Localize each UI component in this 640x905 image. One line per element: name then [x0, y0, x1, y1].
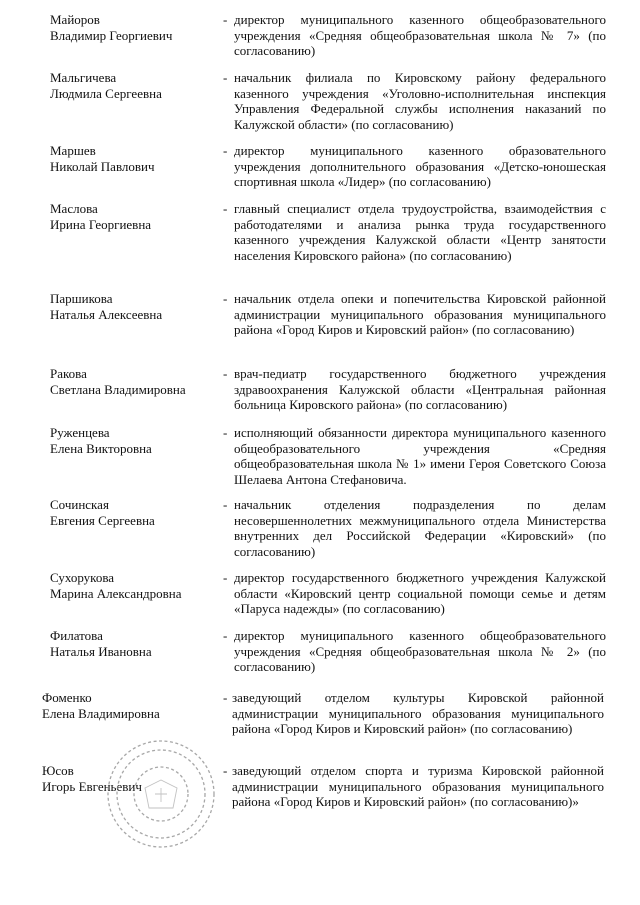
member-given-names: Наталья Ивановна [50, 643, 152, 659]
dash-separator: - [223, 201, 228, 216]
member-surname: Руженцева [50, 425, 110, 440]
member-position: начальник отдела опеки и попечительства Кировской районной администрации муниципального образования муниципального района «Город Киров и Кировский район» (по согласованию) [234, 291, 606, 337]
member-position: врач-педиатр государственного бюджетного учреждения здравоохранения Калужской области «Центральная районная больница Кировского района» (по согласованию) [234, 366, 606, 412]
dash-separator: - [223, 628, 228, 643]
member-given-names: Людмила Сергеевна [50, 85, 162, 101]
member-surname: Ракова [50, 366, 87, 381]
dash-separator: - [223, 570, 228, 585]
member-surname: Фоменко [42, 690, 92, 705]
member-given-names: Елена Владимировна [42, 705, 160, 721]
member-position: директор муниципального казенного образовательного учреждения дополнительного образования «Детско-юношеская спортивная школа «Лидер» (по согласованию) [234, 143, 606, 189]
member-surname: Майоров [50, 12, 100, 27]
dash-separator: - [223, 291, 228, 306]
member-name [50, 12, 220, 43]
member-position: заведующий отделом культуры Кировской районной администрации муниципального образования муниципального района «Город Киров и Кировский район» (по согласованию) [232, 690, 604, 736]
member-surname: Паршикова [50, 291, 113, 306]
dash-separator: - [223, 690, 228, 705]
member-position: директор муниципального казенного общеобразовательного учреждения «Средняя общеобразовательная школа № 2» (по согласованию) [234, 628, 606, 674]
member-surname: Филатова [50, 628, 103, 643]
member-position: главный специалист отдела трудоустройства, взаимодействия с работодателями и анализа рынка труда государственного казенного учреждения Калужской области «Центр занятости населения Кировского района» (по согласованию) [234, 201, 606, 263]
member-name [50, 628, 220, 659]
member-given-names: Ирина Георгиевна [50, 216, 152, 232]
dash-separator: - [223, 12, 228, 27]
dash-separator: - [223, 497, 228, 512]
member-given-names: Светлана Владимировна [50, 381, 186, 397]
member-position: начальник филиала по Кировскому району федерального казенного учреждения «Уголовно-исполнительная инспекция Управления Федеральной службы исполнения наказаний по Калужской области» (по согласованию) [234, 70, 606, 132]
member-name [50, 425, 220, 456]
member-surname: Юсов [42, 763, 74, 778]
dash-separator: - [223, 425, 228, 440]
member-given-names: Игорь Евгеньевич [42, 778, 142, 794]
member-surname: Маршев [50, 143, 96, 158]
member-position: директор муниципального казенного общеобразовательного учреждения «Средняя общеобразовательная школа № 7» (по согласованию) [234, 12, 606, 58]
member-name [42, 690, 212, 721]
member-given-names: Николай Павлович [50, 158, 155, 174]
official-seal-stamp [105, 738, 217, 850]
member-position: директор государственного бюджетного учреждения Калужской области «Кировский центр социальной помощи семье и детям «Паруса надежды» (по согласованию) [234, 570, 606, 616]
member-name [50, 497, 220, 528]
dash-separator: - [223, 366, 228, 381]
member-surname: Мальгичева [50, 70, 117, 85]
member-name [50, 291, 220, 322]
member-surname: Сочинская [50, 497, 109, 512]
member-given-names: Наталья Алексеевна [50, 306, 163, 322]
member-given-names: Марина Александровна [50, 585, 182, 601]
member-surname: Сухорукова [50, 570, 115, 585]
member-name [50, 201, 220, 232]
member-name [50, 570, 220, 601]
dash-separator: - [223, 143, 228, 158]
member-name [50, 366, 220, 397]
dash-separator: - [223, 763, 228, 778]
member-position: заведующий отделом спорта и туризма Кировской районной администрации муниципального образования муниципального района «Город Киров и Кировский район» (по согласованию)» [232, 763, 604, 809]
member-given-names: Евгения Сергеевна [50, 512, 155, 528]
dash-separator: - [223, 70, 228, 85]
member-position: начальник отделения подразделения по делам несовершеннолетних межмуниципального отдела Министерства внутренних дел Российской Федерации «Кировский» (по согласованию) [234, 497, 606, 559]
member-name [50, 70, 220, 101]
member-given-names: Владимир Георгиевич [50, 27, 173, 43]
member-position: исполняющий обязанности директора муниципального казенного общеобразовательного учреждения «Средняя общеобразовательная школа № 1» имени Героя Советского Союза Шелаева Антона Стефановича. [234, 425, 606, 487]
member-given-names: Елена Викторовна [50, 440, 152, 456]
member-surname: Маслова [50, 201, 98, 216]
member-name [50, 143, 220, 174]
